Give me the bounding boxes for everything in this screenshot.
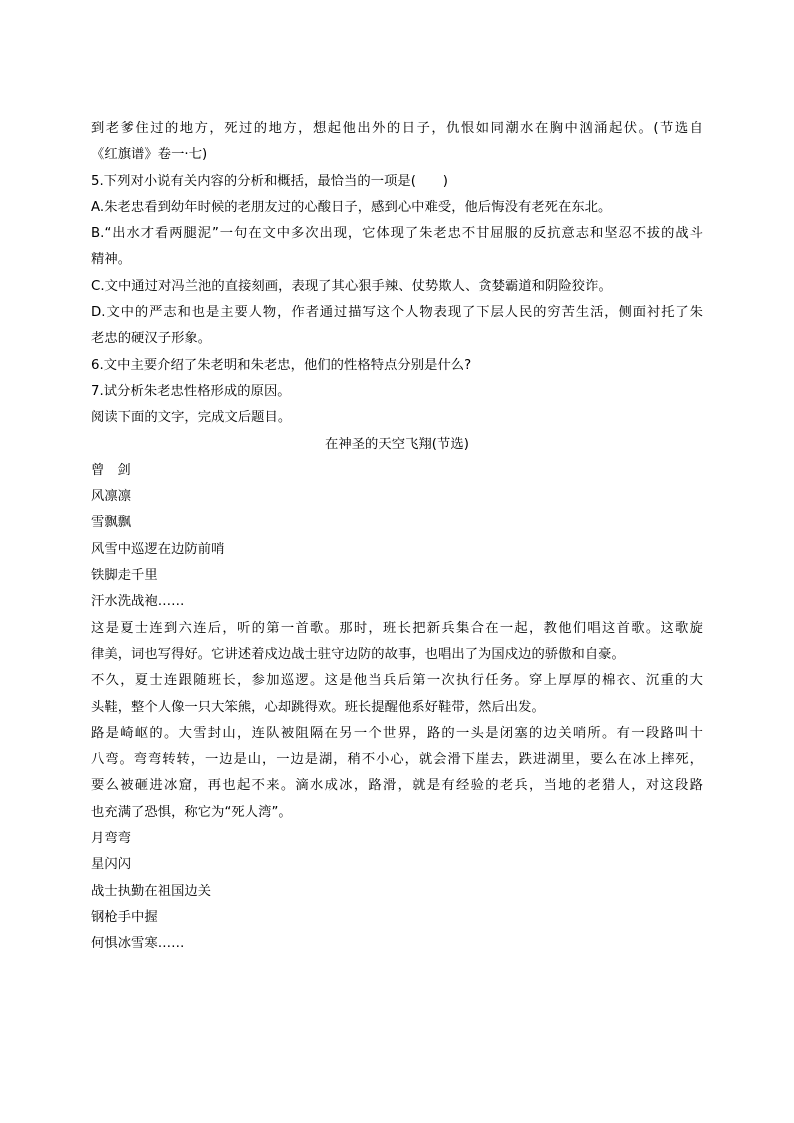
paragraph-line: 也充满了恐惧，称它为“死人湾”。 — [91, 804, 292, 820]
question-6: 6.文中主要介绍了朱老明和朱老忠，他们的性格特点分别是什么? — [91, 357, 472, 373]
question-5-option-b: B.“出水才看两腿泥”一句在文中多次出现，它体现了朱老忠不甘屈服的反抗意志和坚忍不拔的战斗 — [91, 226, 703, 242]
paragraph-line: 要么被砸进冰窟，再也起不来。滴水成冰，路滑，就是有经验的老兵，当地的老猎人，对这段路 — [91, 778, 703, 794]
poem-line: 汗水洗战袍…… — [91, 594, 185, 610]
question-5-option-a: A.朱老忠看到幼年时候的老朋友过的心酸日子，感到心中难受，他后悔没有老死在东北。 — [91, 199, 612, 215]
author-given-char: 曾 — [91, 462, 105, 478]
question-5-option-d-continued: 老忠的硬汉子形象。 — [91, 331, 212, 347]
poem-line: 钢枪手中握 — [91, 909, 158, 925]
question-5-option-d: D.文中的严志和也是主要人物，作者通过描写这个人物表现了下层人民的穷苦生活，侧面衬托了朱 — [91, 305, 703, 321]
poem-line: 雪飘飘 — [91, 515, 132, 531]
paragraph-line: 路是崎岖的。大雪封山，连队被阻隔在另一个世界，路的一头是闭塞的边关哨所。有一段路叫十 — [91, 725, 703, 741]
paragraph-line: 律美，词也写得好。它讲述着戍边战士驻守边防的故事，也唱出了为国戍边的骄傲和自豪。 — [91, 646, 625, 662]
poem-line: 铁脚走千里 — [91, 568, 158, 584]
paragraph-line: 不久，夏士连跟随班长，参加巡逻。这是他当兵后第一次执行任务。穿上厚厚的棉衣、沉重的大 — [91, 673, 703, 689]
poem-line: 风雪中巡逻在边防前哨 — [91, 541, 225, 557]
passage-author — [91, 458, 703, 484]
poem-line: 风凛凛 — [91, 489, 132, 505]
poem-line: 战士执勤在祖国边关 — [91, 883, 212, 899]
question-5-option-b-continued: 精神。 — [91, 252, 132, 268]
reading-instruction: 阅读下面的文字，完成文后题目。 — [91, 410, 292, 426]
poem-line: 星闪闪 — [91, 857, 132, 873]
passage-excerpt-line: 到老爹住过的地方，死过的地方，想起他出外的日子，仇恨如同潮水在胸中汹涌起伏。(节选自 — [91, 121, 703, 136]
passage-source-citation: 《红旗谱》卷一·七) — [91, 147, 208, 163]
question-7: 7.试分析朱老忠性格形成的原因。 — [91, 383, 291, 399]
question-5-option-c: C.文中通过对冯兰池的直接刻画，表现了其心狠手辣、仗势欺人、贪婪霸道和阴险狡诈。 — [91, 278, 612, 294]
paragraph-line: 八弯。弯弯转转，一边是山，一边是湖，稍不小心，就会滑下崖去，跌进湖里，要么在冰上摔死， — [91, 752, 703, 768]
passage-title: 在神圣的天空飞翔(节选) — [325, 436, 469, 452]
paragraph-line: 头鞋，整个人像一只大笨熊，心却跳得欢。班长提醒他系好鞋带，然后出发。 — [91, 699, 545, 715]
document-body — [91, 116, 703, 958]
poem-line: 何惧冰雪寒…… — [91, 936, 185, 952]
question-5-stem: 5.下列对小说有关内容的分析和概括，最恰当的一项是( ) — [91, 173, 448, 189]
paragraph-line: 这是夏士连到六连后，听的第一首歌。那时，班长把新兵集合在一起，教他们唱这首歌。这歌旋 — [91, 620, 703, 636]
poem-line: 月弯弯 — [91, 831, 132, 847]
author-name-char: 剑 — [117, 462, 131, 478]
